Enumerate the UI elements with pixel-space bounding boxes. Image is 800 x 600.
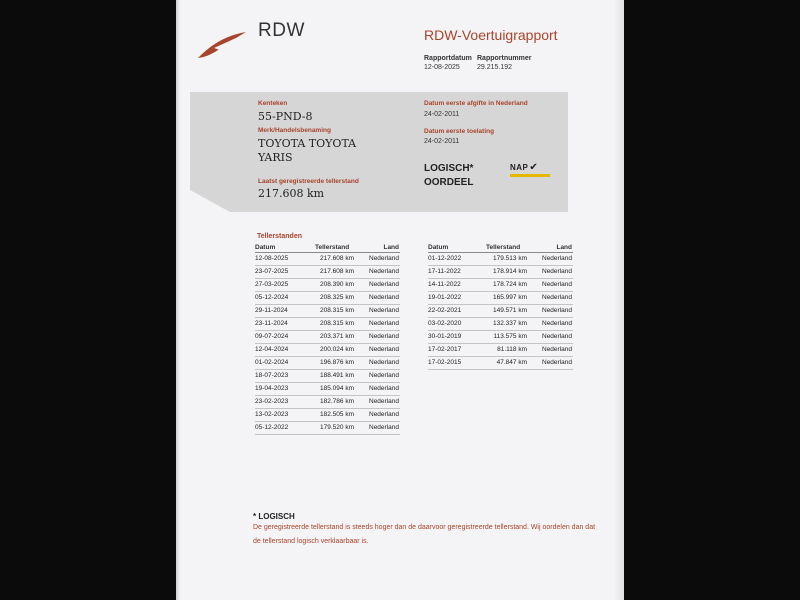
col-date-header: Datum (428, 244, 449, 251)
date-cell: 19-04-2023 (255, 385, 289, 392)
country-cell: Nederland (542, 320, 572, 327)
value-cell: 182.505 km (320, 411, 354, 418)
country-cell: Nederland (369, 385, 399, 392)
date-cell: 27-03-2025 (255, 281, 289, 288)
table-row (255, 344, 400, 357)
table-row (255, 279, 400, 292)
date-cell: 29-11-2024 (255, 307, 288, 314)
checkmark-icon: ✔ (529, 161, 538, 173)
country-cell: Nederland (369, 320, 399, 327)
table-row (255, 396, 400, 409)
table-row (428, 305, 573, 318)
page-shadow-left (176, 0, 180, 600)
value-cell: 208.315 km (320, 320, 354, 327)
report-date: 12-08-2025 (424, 64, 460, 71)
footnote-text: De geregistreerde tellerstand is steeds hoger dan de daarvoor geregistreerde tellerstand. Wij oordelen dan dat de tellerstand logisch verklaarbaar is. (253, 524, 596, 545)
col-country-header: Land (383, 244, 399, 251)
value-cell: 149.571 km (493, 307, 527, 314)
date-cell: 01-02-2024 (255, 359, 289, 366)
country-cell: Nederland (369, 268, 399, 275)
table-row (428, 357, 573, 370)
report-date-label: Rapportdatum (424, 55, 472, 62)
value-cell: 182.786 km (320, 398, 354, 405)
first-issue-label: Datum eerste afgifte in Nederland (424, 100, 528, 107)
date-cell: 12-04-2024 (255, 346, 289, 353)
country-cell: Nederland (369, 424, 399, 431)
table-row (428, 318, 573, 331)
date-cell: 19-01-2022 (428, 294, 462, 301)
date-cell: 13-02-2023 (255, 411, 289, 418)
country-cell: Nederland (369, 307, 399, 314)
value-cell: 81.118 km (497, 346, 527, 353)
country-cell: Nederland (542, 307, 572, 314)
page-shadow-right (614, 0, 624, 600)
value-cell: 179.513 km (493, 255, 527, 262)
table-row (255, 266, 400, 279)
date-cell: 03-02-2020 (428, 320, 462, 327)
make-label: Merk/Handelsbenaming (258, 127, 331, 134)
value-cell: 113.575 km (493, 333, 527, 340)
date-cell: 17-11-2022 (428, 268, 461, 275)
value-cell: 132.337 km (493, 320, 527, 327)
value-cell: 179.520 km (320, 424, 354, 431)
table-row (255, 253, 400, 266)
date-cell: 17-02-2015 (428, 359, 462, 366)
country-cell: Nederland (369, 294, 399, 301)
table-row (255, 318, 400, 331)
make-line-2: YARIS (258, 151, 293, 164)
country-cell: Nederland (542, 333, 572, 340)
table-row (255, 292, 400, 305)
verdict-text: LOGISCH* OORDEEL (424, 163, 474, 188)
date-cell: 18-07-2023 (255, 372, 289, 379)
table-row (428, 344, 573, 357)
readings-table-left (255, 242, 400, 435)
date-cell: 22-02-2021 (428, 307, 462, 314)
report-number: 29.215.192 (477, 64, 513, 71)
country-cell: Nederland (542, 294, 572, 301)
value-cell: 196.876 km (320, 359, 354, 366)
first-admission-label: Datum eerste toelating (424, 128, 495, 135)
nap-logo (510, 160, 550, 174)
table-row (428, 331, 573, 344)
plate-value: 55-PND-8 (258, 110, 313, 123)
country-cell: Nederland (369, 411, 399, 418)
country-cell: Nederland (542, 268, 572, 275)
value-cell: 208.325 km (320, 294, 354, 301)
date-cell: 05-12-2024 (255, 294, 289, 301)
odometer-value: 217.608 km (258, 187, 325, 200)
value-cell: 178.914 km (493, 268, 527, 275)
country-cell: Nederland (369, 372, 399, 379)
country-cell: Nederland (369, 359, 399, 366)
vehicle-summary-box (190, 92, 568, 212)
plate-label: Kenteken (258, 100, 288, 107)
date-cell: 09-07-2024 (255, 333, 289, 340)
value-cell: 47.847 km (496, 359, 527, 366)
country-cell: Nederland (542, 255, 572, 262)
country-cell: Nederland (369, 333, 399, 340)
col-country-header: Land (556, 244, 572, 251)
country-cell: Nederland (542, 281, 572, 288)
value-cell: 165.997 km (493, 294, 527, 301)
date-cell: 23-02-2023 (255, 398, 289, 405)
value-cell: 217.608 km (320, 255, 354, 262)
first-admission-date: 24-02-2011 (424, 138, 460, 145)
table-row (255, 357, 400, 370)
report-title: RDW-Voertuigrapport (424, 27, 558, 43)
table-row (428, 253, 573, 266)
date-cell: 23-11-2024 (255, 320, 288, 327)
country-cell: Nederland (542, 359, 572, 366)
rdw-logo-icon (196, 30, 248, 60)
date-cell: 17-02-2017 (428, 346, 462, 353)
table-row (255, 370, 400, 383)
table-row (255, 409, 400, 422)
value-cell: 208.390 km (320, 281, 354, 288)
date-cell: 05-12-2022 (255, 424, 289, 431)
footnote-title: * LOGISCH (253, 512, 295, 521)
brand-name: RDW (258, 20, 305, 41)
value-cell: 203.371 km (320, 333, 354, 340)
odometer-label: Laatst geregistreerde tellerstand (258, 178, 359, 185)
table-row (255, 331, 400, 344)
date-cell: 01-12-2022 (428, 255, 462, 262)
table-row (255, 422, 400, 435)
nap-bar (510, 174, 550, 177)
table-row (428, 279, 573, 292)
table-row (255, 383, 400, 396)
col-date-header: Datum (255, 244, 276, 251)
table-header (428, 242, 573, 253)
country-cell: Nederland (542, 346, 572, 353)
date-cell: 23-07-2025 (255, 268, 289, 275)
col-value-header: Tellerstand (486, 244, 521, 251)
date-cell: 30-01-2019 (428, 333, 462, 340)
table-row (428, 266, 573, 279)
country-cell: Nederland (369, 255, 399, 262)
country-cell: Nederland (369, 346, 399, 353)
first-issue-date: 24-02-2011 (424, 111, 460, 118)
table-row (428, 292, 573, 305)
value-cell: 188.491 km (320, 372, 354, 379)
make-line-1: TOYOTA TOYOTA (258, 137, 357, 150)
value-cell: 185.094 km (320, 385, 354, 392)
value-cell: 217.608 km (320, 268, 354, 275)
col-value-header: Tellerstand (315, 244, 350, 251)
readings-table-right (428, 242, 573, 370)
value-cell: 200.024 km (320, 346, 354, 353)
report-number-label: Rapportnummer (477, 55, 532, 62)
readings-title: Tellerstanden (257, 233, 302, 240)
table-row (255, 305, 400, 318)
value-cell: 208.315 km (320, 307, 354, 314)
country-cell: Nederland (369, 398, 399, 405)
date-cell: 14-11-2022 (428, 281, 461, 288)
nap-letters: NAP (510, 162, 529, 172)
date-cell: 12-08-2025 (255, 255, 289, 262)
value-cell: 178.724 km (493, 281, 527, 288)
table-header (255, 242, 400, 253)
country-cell: Nederland (369, 281, 399, 288)
